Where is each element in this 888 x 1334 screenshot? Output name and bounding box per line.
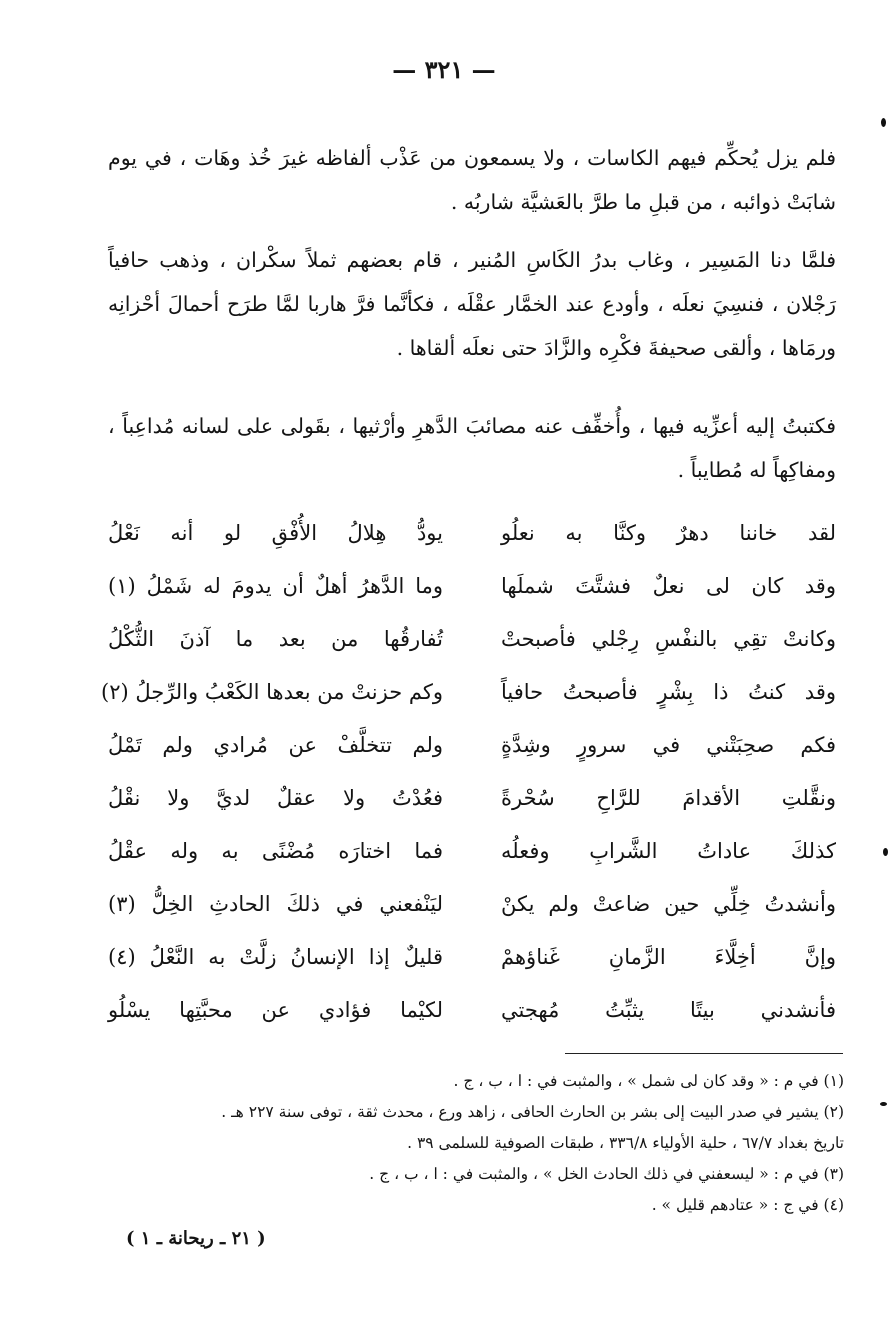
verse-first-hemistich: وأنشدتُ خِلِّي حين ضاعتْ ولم يكنْ bbox=[501, 891, 836, 916]
verse-second-hemistich: فعُدْتُ ولا عقلٌ لديَّ ولا نقْلُ bbox=[108, 785, 443, 810]
verse-second-hemistich: ليَنْفعني في ذلكَ الحادثِ الخِلُّ (٣) bbox=[108, 891, 443, 916]
verse-line bbox=[108, 559, 836, 612]
footnote-4: (٤) في ج : « عتادهم قليل » . bbox=[651, 1196, 844, 1214]
verse-second-hemistich: يودُّ هِلالُ الأُفْقِ لو أنه نَعْلُ bbox=[108, 520, 443, 545]
verse-second-hemistich: قليلٌ إذا الإنسانُ زلَّتْ به النَّعْلُ (٤) bbox=[108, 944, 443, 969]
verse-line bbox=[108, 877, 836, 930]
verse-line bbox=[108, 612, 836, 665]
footnote-2: (٢) يشير في صدر البيت إلى بشر بن الحارث الحافى ، زاهد ورع ، محدث ثقة ، توفى سنة ٢٢٧ هـ . bbox=[221, 1103, 844, 1121]
scan-edge-mark bbox=[883, 848, 888, 856]
page-number: — ٣٢١ — bbox=[392, 55, 496, 84]
scan-edge-mark bbox=[880, 1102, 887, 1106]
verse-first-hemistich: فأنشدني بيتًا يثبِّتُ مُهجتي bbox=[501, 997, 836, 1022]
verse-first-hemistich: ونقَّلتِ الأقدامَ للرَّاحِ سُحْرةً bbox=[501, 785, 836, 810]
verse-first-hemistich: وكانتْ تقِي بالنفْسِ رِجْلي فأصبحتْ bbox=[501, 626, 836, 651]
footnote-3: (٣) في م : « ليسعفني في ذلك الحادث الخل » ، والمثبت في : ا ، ب ، ج . bbox=[369, 1165, 844, 1183]
verse-second-hemistich: وما الدَّهرُ أهلٌ أن يدومَ له شَمْلُ (١) bbox=[108, 573, 443, 598]
footnote-1: (١) في م : « وقد كان لى شمل » ، والمثبت في : ا ، ب ، ج . bbox=[453, 1072, 844, 1090]
footnotes bbox=[100, 1066, 844, 1221]
verse-second-hemistich: لكيْما فؤادي عن محبَّتِها يسْلُو bbox=[108, 997, 443, 1022]
verse-first-hemistich: كذلكَ عاداتُ الشَّرابِ وفعلُه bbox=[501, 838, 836, 863]
poem bbox=[100, 506, 836, 1036]
verse-line bbox=[108, 983, 836, 1036]
footnote-divider bbox=[565, 1053, 843, 1054]
verse-line bbox=[108, 771, 836, 824]
verse-line bbox=[108, 506, 836, 559]
verse-first-hemistich: فكم صحِبَتْني في سرورٍ وشِدَّةٍ bbox=[501, 732, 836, 757]
verse-second-hemistich: تُفارقُها من بعد ما آذنَ الثُّكْلُ bbox=[108, 626, 443, 651]
verse-first-hemistich: وإنَّ أخِلَّاءَ الزَّمانِ غَناؤهمْ bbox=[501, 944, 836, 969]
verse-line bbox=[108, 718, 836, 771]
verse-second-hemistich: وكم حزنتْ من بعدها الكَعْبُ والرِّجلُ (٢) bbox=[100, 679, 443, 704]
prose-paragraph-1: فلم يزل يُحكِّم فيهم الكاسات ، ولا يسمعون من عَذْب ألفاظه غيرَ خُذ وهَات ، في يوم شابَتْ ذوائبه ، من قبلِ ما طرَّ بالعَشيَّة شاربُه . bbox=[108, 146, 836, 214]
verse-line bbox=[100, 665, 836, 718]
verse-first-hemistich: وقد كنتُ ذا بِشْرٍ فأصبحتُ حافياً bbox=[501, 679, 836, 704]
prose-paragraph-3: فكتبتُ إليه أعزِّيه فيها ، وأُخفِّف عنه مصائبَ الدَّهرِ وأرْثيها ، بقَولى على لسانه مُداعِباً ، ومفاكِهاً له مُطايباً . bbox=[108, 414, 836, 482]
verse-first-hemistich: وقد كان لى نعلٌ فشتَّتَ شملَها bbox=[501, 573, 836, 598]
prose-paragraph-2: فلمَّا دنا المَسِير ، وغاب بدرُ الكَاسِ المُنير ، قام بعضهم ثملاً سكْران ، وذهب حافياً رَجْلان ، فنسِيَ نعلَه ، وأودع عند الخمَّار عقْلَه ، فكأنَّما فرَّ هاربا لمَّا طرَح أحمالَ أحْزانِه ورمَاها ، وألقى صحيفةَ فكْرِه والزَّادَ حتى نعلَه ألقاها . bbox=[108, 248, 836, 360]
verse-second-hemistich: فما اختارَه مُضْنًى به وله عقْلُ bbox=[108, 838, 443, 863]
verse-second-hemistich: ولم تتخلَّفْ عن مُرادي ولم تَمْلُ bbox=[108, 732, 443, 757]
scan-edge-mark bbox=[881, 118, 886, 127]
verse-first-hemistich: لقد خاننا دهرٌ وكنَّا به نعلُو bbox=[501, 520, 836, 545]
verse-line bbox=[108, 930, 836, 983]
signature-mark: ( ٢١ ـ ريحانة ـ ١ ) bbox=[126, 1228, 266, 1249]
verse-line bbox=[108, 824, 836, 877]
footnote-2-continued: تاريخ بغداد ٦٧/٧ ، حلية الأولياء ٣٣٦/٨ ، طبقات الصوفية للسلمى ٣٩ . bbox=[407, 1134, 844, 1152]
